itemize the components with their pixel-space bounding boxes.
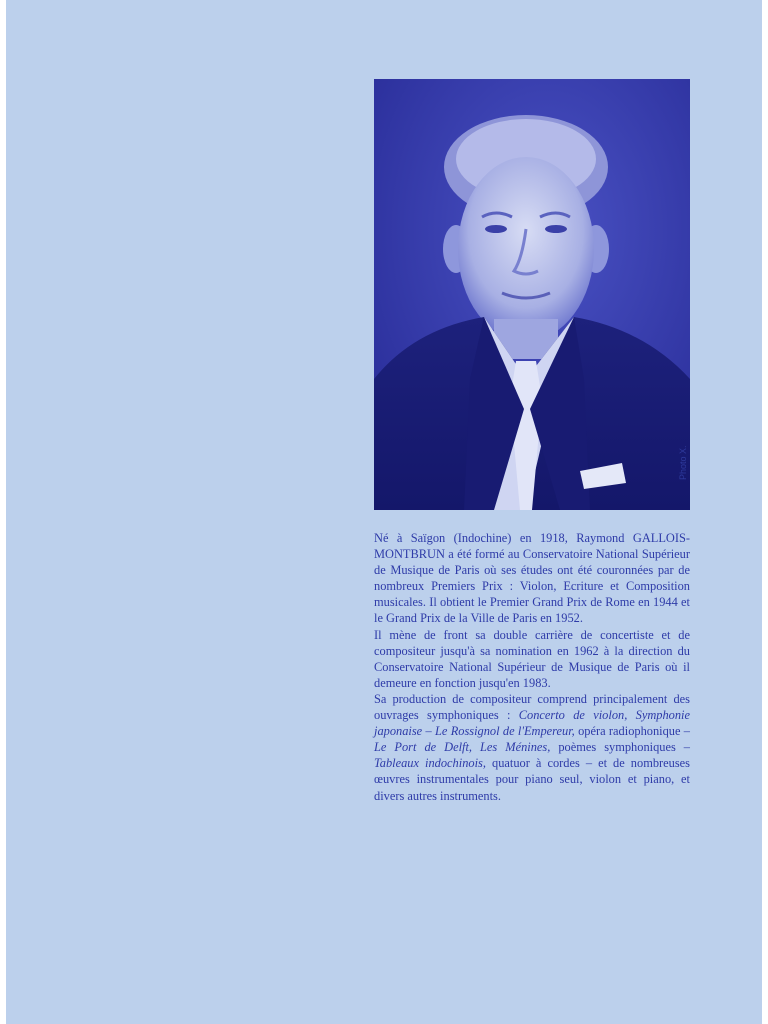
bio-p3-text-4: quatuor à cordes – et de nombreuses œuvres instrumentales pour piano seul, violon et piano, et divers autres instruments. xyxy=(374,756,690,803)
biography-text xyxy=(374,530,690,804)
portrait-photo xyxy=(374,79,690,510)
bio-p3-works-1: Concerto de violon, Symphonie japonaise – Le Rossignol de l'Empereur, xyxy=(374,708,690,739)
bio-p3-text-1: Sa production de compositeur comprend principalement des ouvrages symphoniques : xyxy=(374,691,690,723)
bio-p3-works-2: Le Port de Delft, Les Ménines, xyxy=(374,740,551,755)
bio-paragraph-1: Né à Saïgon (Indochine) en 1918, Raymond GALLOIS-MONTBRUN a été formé au Conservatoire National Supérieur de Musique de Paris où ses études ont été couronnées par de nombreux Premiers Prix : Violon, Ecriture et Composition musicales. Il obtient le Premier Grand Prix de Rome en 1944 et le Grand Prix de la Ville de Paris en 1952. xyxy=(374,531,690,626)
photo-credit: Photo X. xyxy=(678,445,688,480)
bio-p3-works-3: Tableaux indochinois, xyxy=(374,756,486,771)
bio-p3-text-3: poèmes symphoniques – xyxy=(550,740,690,755)
bio-p3-text-2: opéra radiophonique – xyxy=(574,724,691,739)
bio-paragraph-3 xyxy=(374,691,690,804)
portrait-illustration xyxy=(374,79,690,510)
page xyxy=(6,0,762,1024)
bio-paragraph-2: Il mène de front sa double carrière de concertiste et de compositeur jusqu'à sa nomination en 1962 à la direction du Conservatoire National Supérieur de Musique de Paris où il demeure en fonction jusqu'en 1983. xyxy=(374,627,690,690)
